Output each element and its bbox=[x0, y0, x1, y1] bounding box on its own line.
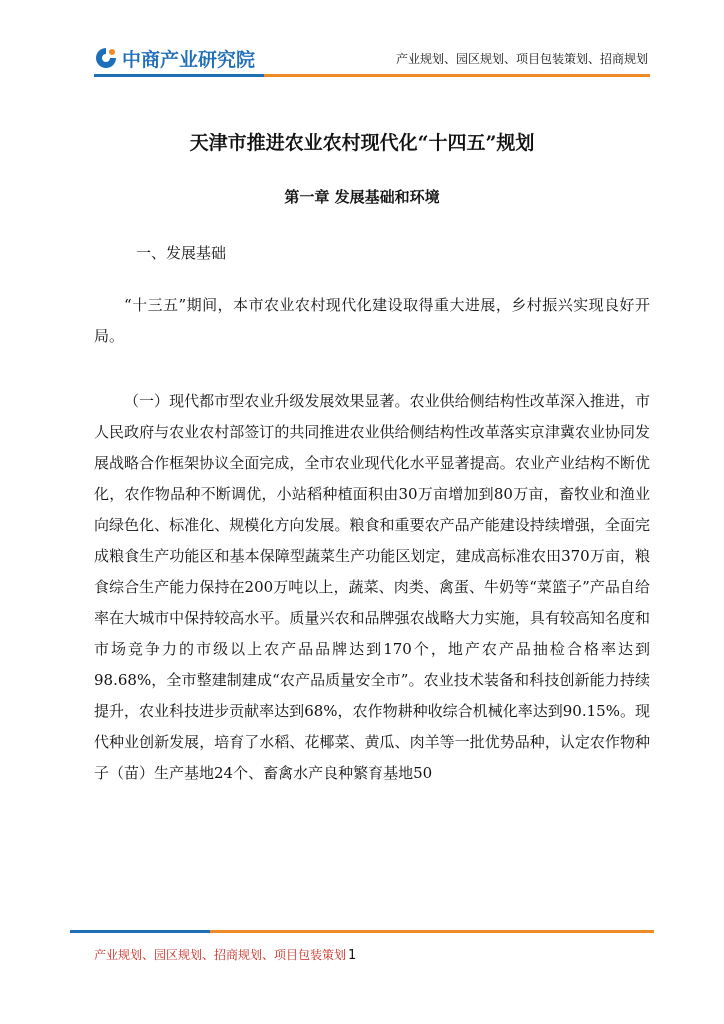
header-divider-blue bbox=[94, 74, 264, 77]
paragraph-agriculture: （一）现代都市型农业升级发展效果显著。农业供给侧结构性改革深入推进，市人民政府与农业农村部签订的共同推进农业供给侧结构性改革落实京津冀农业协同发展战略合作框架协议全面完成，全市农业现代化水平显著提高。农业产业结构不断优化，农作物品种不断调优，小站稻种植面积由30万亩增加到80万亩，畜牧业和渔业向绿色化、标准化、规模化方向发展。粮食和重要农产品产能建设持续增强，全面完成粮食生产功能区和基本保障型蔬菜生产功能区划定，建成高标准农田370万亩，粮食综合生产能力保持在200万吨以上，蔬菜、肉类、禽蛋、牛奶等“菜篮子”产品自给率在大城市中保持较高水平。质量兴农和品牌强农战略大力实施，具有较高知名度和市场竞争力的市级以上农产品品牌达到170个，地产农产品抽检合格率达到98.68%，全市整建制建成“农产品质量安全市”。农业技术装备和科技创新能力持续提升，农业科技进步贡献率达到68%，农作物耕种收综合机械化率达到90.15%。现代种业创新发展，培育了水稻、花椰菜、黄瓜、肉羊等一批优势品种，认定农作物种子（苗）生产基地24个、畜禽水产良种繁育基地50 bbox=[94, 392, 650, 782]
footer-divider-orange bbox=[210, 930, 654, 933]
header-tagline: 产业规划、园区规划、项目包装策划、招商规划 bbox=[395, 52, 648, 66]
footer-tagline-text: 产业规划、园区规划、招商规划、项目包装策划 bbox=[94, 948, 347, 962]
footer-divider-blue bbox=[70, 930, 210, 933]
page-number: 1 bbox=[348, 948, 357, 963]
logo-mark-icon bbox=[94, 46, 118, 70]
chapter-heading: 第一章 发展基础和环境 bbox=[284, 188, 440, 206]
section-heading: 一、发展基础 bbox=[136, 244, 227, 262]
footer-tagline bbox=[94, 946, 356, 963]
company-logo bbox=[94, 44, 255, 72]
logo-text: 中商产业研究院 bbox=[122, 48, 256, 71]
paragraph-intro: “十三五”期间，本市农业农村现代化建设取得重大进展，乡村振兴实现良好开局。 bbox=[94, 296, 650, 345]
header-divider-orange bbox=[264, 74, 650, 77]
document-title: 天津市推进农业农村现代化“十四五”规划 bbox=[189, 132, 535, 154]
